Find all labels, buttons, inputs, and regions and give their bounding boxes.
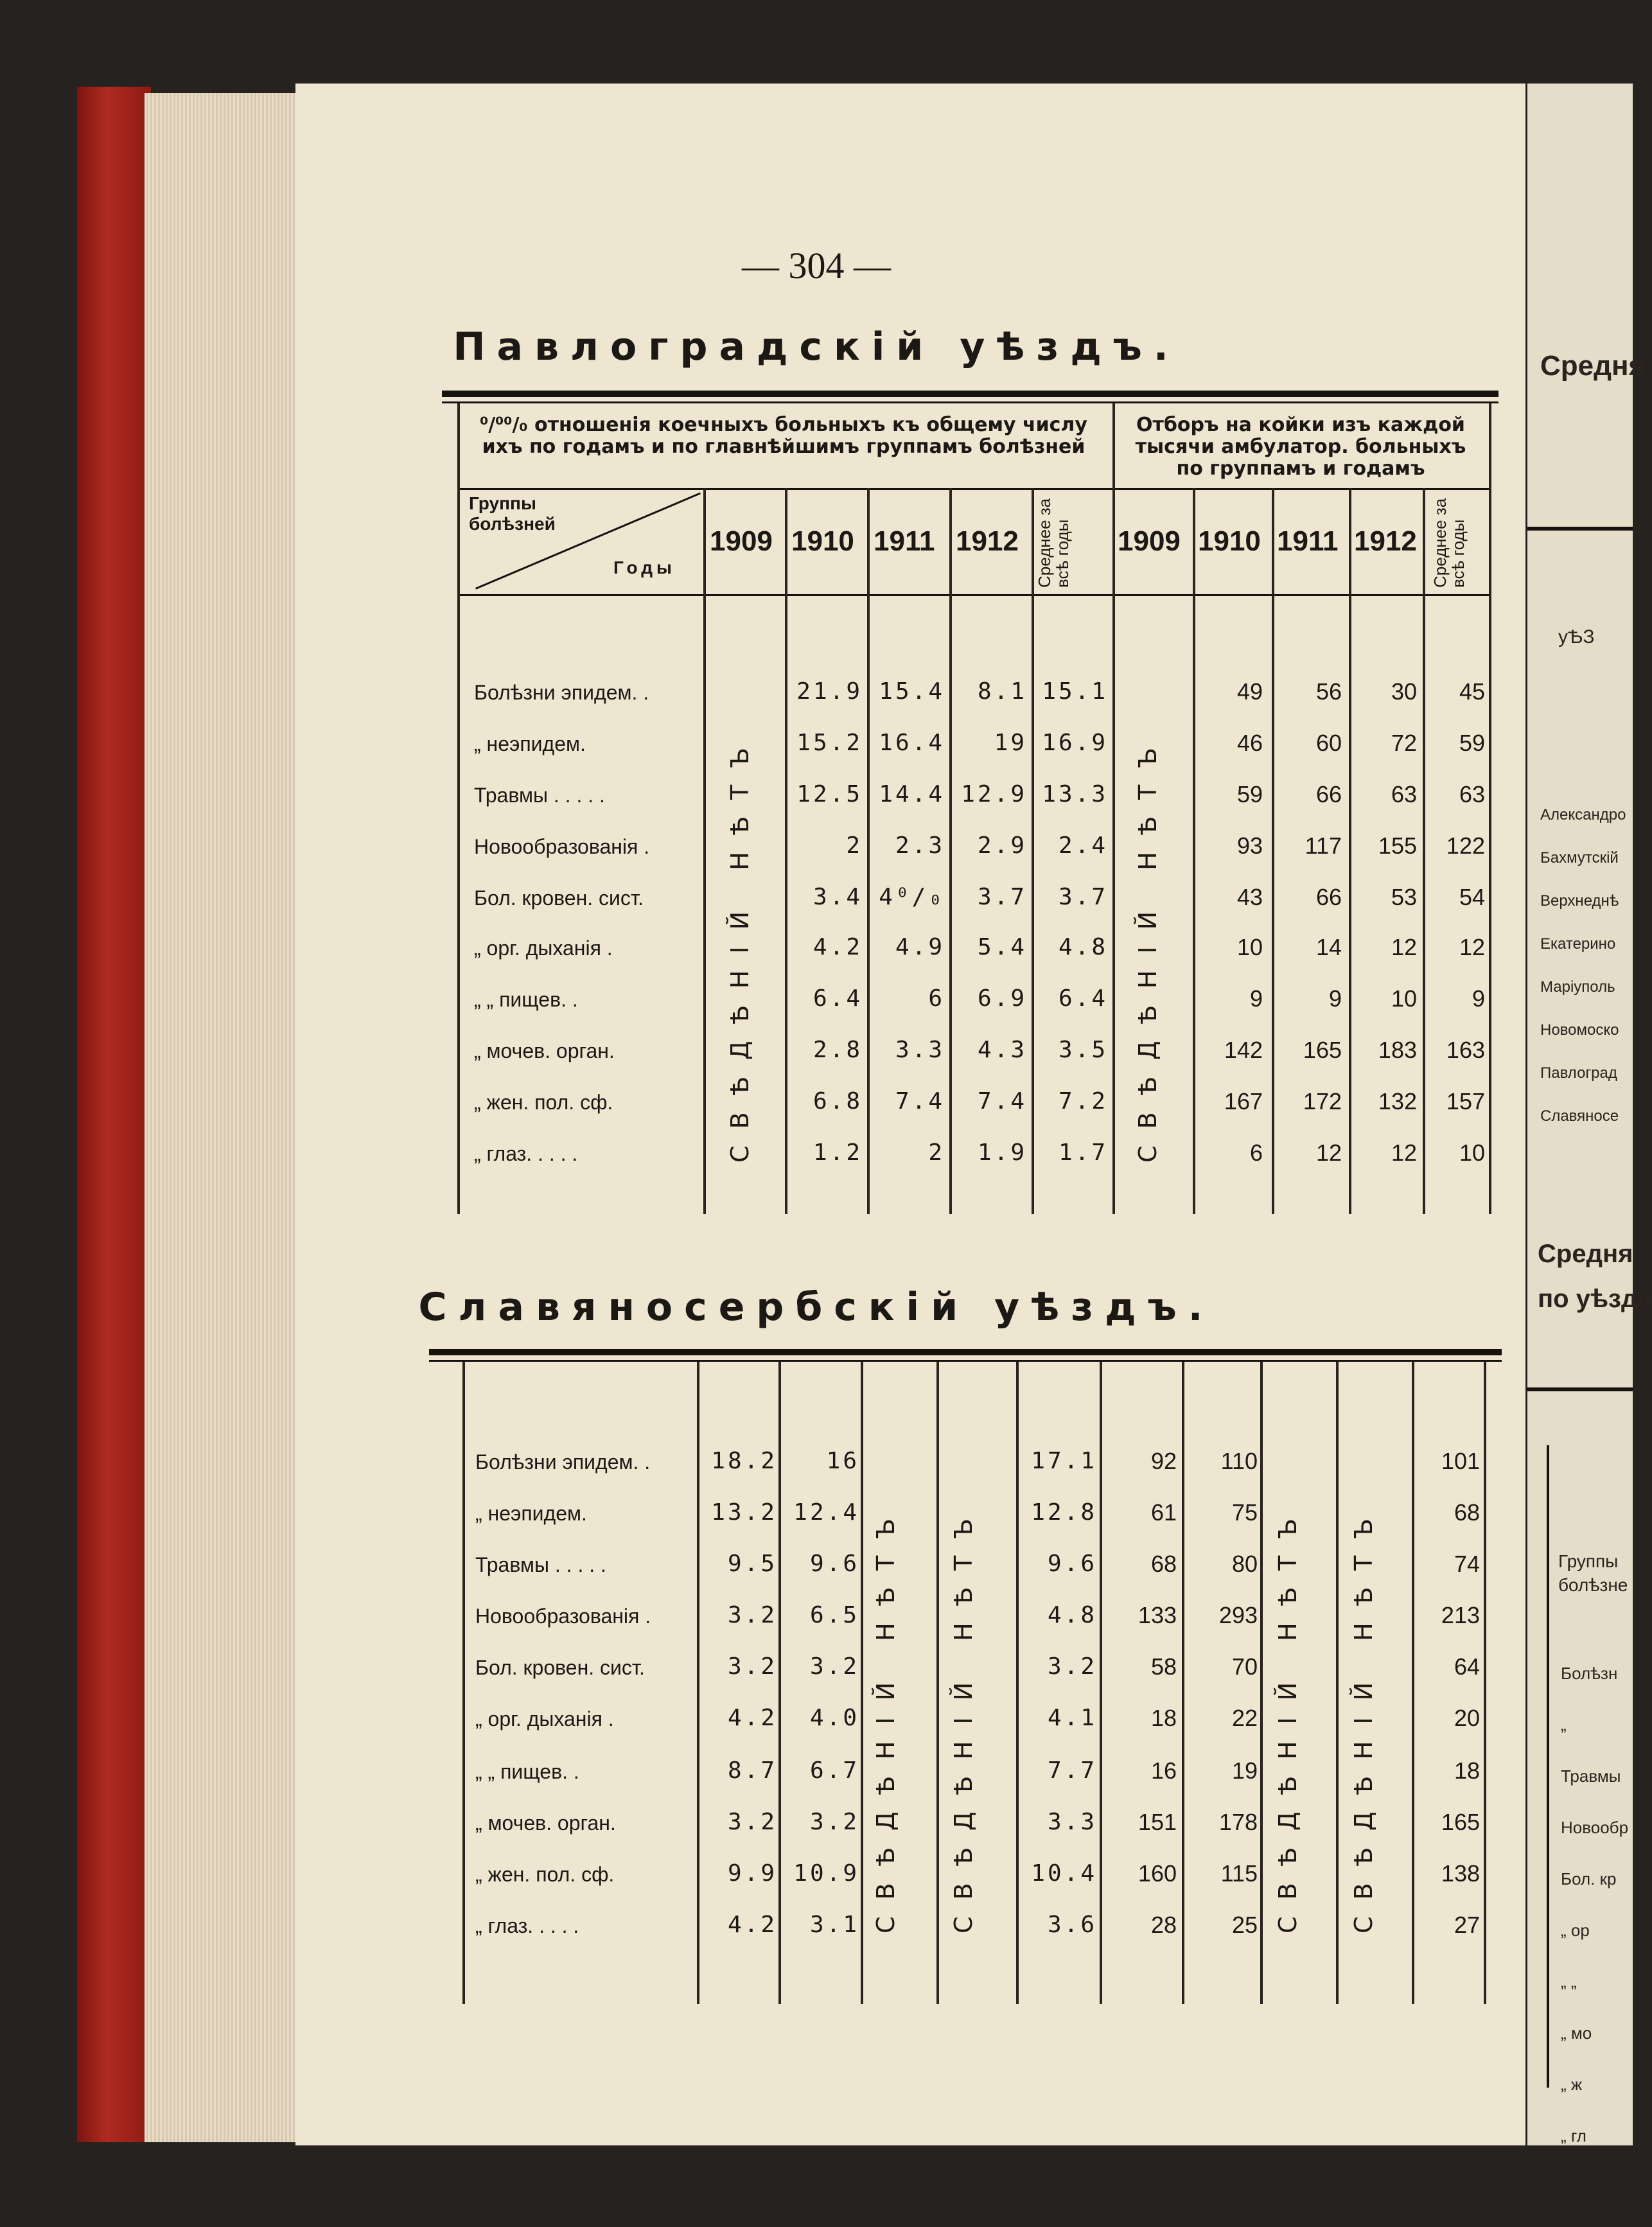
table2-cell-1909: 4.2 [727,1912,777,1938]
table2-cell-avg: 4.1 [1047,1705,1097,1731]
table1-cell-count: 49 [1236,678,1263,705]
table2-cell-count-1909: 16 [1150,1757,1177,1784]
table1-year-left: 1912 [956,525,1019,557]
table2-cell-1910: 16 [826,1448,859,1474]
table2-cell-avg: 10.4 [1031,1860,1097,1887]
table2-col-line [861,1362,863,2004]
table2-cell-count-1909: 28 [1150,1912,1177,1938]
table1-year-right: 1911 [1277,525,1339,557]
table1-cell-pct: 5.4 [977,934,1027,960]
table1-cell-count: 93 [1236,832,1263,859]
table1-cell-pct: 3.3 [895,1037,945,1063]
table1-year-right: 1912 [1354,525,1417,557]
table1-cell-count: 10 [1391,985,1417,1012]
right-page-groups-1: Группы [1558,1551,1619,1571]
table1-cell-count: 53 [1391,884,1417,910]
right-page-row-label: Бол. кр [1561,1869,1617,1888]
table1-top-rule [442,391,1498,397]
table2-cell-avg: 7.7 [1047,1757,1097,1784]
table2-cell-count-1909: 68 [1150,1551,1177,1577]
table2-cell-1910: 9.6 [809,1551,859,1577]
table1-row-label: „ орг. дыханія . [474,937,613,960]
table1-cell-pct: 2.3 [895,832,945,859]
table1-cell-count: 157 [1446,1088,1485,1114]
table1-cell-count: 117 [1305,832,1342,859]
right-page-district: Новомоско [1540,1021,1619,1039]
table2-cell-count-1910: 22 [1231,1705,1258,1731]
table1-cell-count: 12 [1459,934,1485,960]
table2-no-data-4: СВѢДѢНІЙ НѢТЪ [1349,1502,1378,1933]
page-number: — 304 — [742,245,891,286]
table1-row-label: „ глаз. . . . . [474,1142,578,1165]
table2-cell-1909: 4.2 [727,1705,777,1731]
table1-cell-count: 12 [1391,934,1417,960]
table1-cell-pct: 6 [928,985,945,1012]
table2-cell-1910: 3.2 [809,1653,859,1680]
table2-cell-count-1909: 133 [1138,1602,1177,1628]
table1-cell-count: 132 [1378,1088,1417,1114]
table1-row-label: Новообразованія . [474,835,650,858]
table1-cell-pct: 4.9 [895,934,945,960]
table1-cell-pct: 2.8 [813,1037,863,1063]
table2-cell-count-1910: 110 [1220,1448,1258,1474]
right-page-row-label: „ мо [1561,2023,1592,2043]
table1-cell-count: 9 [1328,985,1342,1012]
table1-col-line [1112,403,1115,1214]
right-page-row-label: „ ор [1561,1921,1590,1940]
right-page-subtitle-1: Средня [1538,1240,1633,1268]
table2-cell-count-1910: 75 [1231,1499,1258,1526]
table1-cell-count: 165 [1303,1037,1342,1063]
right-page-row-label: „ гл [1561,2126,1586,2145]
table2-cell-1909: 3.2 [727,1653,777,1680]
table1-cell-pct: 2 [928,1140,945,1166]
table2-cell-count-1909: 92 [1150,1448,1177,1474]
table1-cell-pct: 7.4 [895,1088,945,1114]
table2-row-label: Бол. кровен. сист. [475,1656,645,1679]
table1-cell-pct: 4.8 [1058,934,1108,960]
table1-cell-count: 9 [1472,985,1485,1012]
right-page-groups-2: болѣзне [1558,1575,1628,1595]
table2-cell-1910: 6.7 [809,1757,859,1784]
table1-header-left: ⁰/⁰⁰/₀ отношенія коечныхъ больныхъ къ общему числу ихъ по годамъ и по главнѣйшимъ группамъ болѣзней [480,414,1087,458]
table1-cell-pct: 1.9 [977,1140,1027,1166]
table2-col-line [1260,1362,1263,2004]
table2-cell-1909: 18.2 [711,1448,777,1474]
right-page-row-label: Травмы [1561,1766,1621,1786]
table1-cell-count: 66 [1315,781,1342,807]
table1-cell-count: 12 [1315,1140,1342,1166]
table1-top-rule-thin [442,401,1498,403]
right-page-rule [1527,527,1633,531]
table2-cell-avg: 3.3 [1047,1809,1097,1835]
table1-year-left: 1910 [791,525,854,557]
table1-cell-count: 14 [1315,934,1342,960]
right-page-rule-2 [1527,1387,1633,1391]
table1-cell-count: 45 [1459,678,1485,705]
table2-cell-1909: 3.2 [727,1602,777,1628]
table2-row-label: „ мочев. орган. [475,1811,616,1835]
right-page-district: Павлоград [1540,1064,1617,1082]
right-page-district: Екатерино [1540,935,1616,953]
table2-col-line [1336,1362,1339,2004]
table1-cell-count: 155 [1378,832,1417,859]
table2-no-data-1: СВѢДѢНІЙ НѢТЪ [872,1502,900,1933]
table1-avg-header-right: Среднее за всѣ годы [1430,498,1468,588]
table1-cell-pct: 16.9 [1042,730,1108,756]
table1-avg-header-left: Среднее за всѣ годы [1035,498,1072,588]
right-page-title: Средня [1540,350,1646,382]
table1-header-right: Отборъ на койки изъ каждой тысячи амбулатор. больныхъ по группамъ и годамъ [1135,414,1466,480]
table1-col-line [457,403,460,1214]
table1-cell-pct: 14.4 [879,781,945,807]
table1-cell-pct: 2.9 [977,832,1027,859]
table1-corner-top: Группы болѣзней [469,493,556,534]
table2-cell-count-1909: 151 [1138,1809,1177,1835]
table1-cell-pct: 21.9 [796,678,863,705]
table1-no-data-left: СВѢДѢНІЙ НѢТЪ [726,731,754,1163]
table1-cell-pct: 2 [846,832,863,859]
table2-row-label: Травмы . . . . . [475,1553,606,1576]
table1-col-line [1489,403,1491,1214]
table1-cell-count: 66 [1315,884,1342,910]
page-edges [145,93,299,2142]
table1-cell-count: 63 [1459,781,1485,807]
table2-cell-1910: 3.1 [809,1912,859,1938]
right-page-row-label: Новообр [1561,1818,1629,1837]
table2-cell-avg: 12.8 [1031,1499,1097,1526]
table1-cell-count: 10 [1459,1140,1485,1166]
table2-cell-count-avg: 74 [1454,1551,1480,1577]
table1-cell-pct: 12.5 [796,781,863,807]
right-page-row-label: Болѣзн [1561,1664,1618,1683]
adjacent-page [1527,84,1652,2145]
table2-cell-count-avg: 64 [1454,1653,1480,1680]
table1-cell-pct: 19 [994,730,1027,756]
table2-cell-count-avg: 68 [1454,1499,1480,1526]
table1-cell-count: 183 [1378,1037,1417,1063]
table2-cell-avg: 3.2 [1047,1653,1097,1680]
table2-cell-count-1910: 70 [1231,1653,1258,1680]
table2-row-label: „ глаз. . . . . [475,1914,579,1937]
right-page-district: Славяносе [1540,1107,1619,1125]
right-page-row-label: „ ж [1561,2075,1583,2094]
table1-cell-pct: 4.3 [977,1037,1027,1063]
right-page-district: Верхнеднѣ [1540,892,1619,910]
table1-cell-pct: 15.1 [1042,678,1108,705]
table1-col-line [703,488,706,1214]
table2-cell-count-1909: 58 [1150,1653,1177,1680]
table1-no-data-right: СВѢДѢНІЙ НѢТЪ [1134,731,1162,1163]
table1-cell-pct: 16.4 [879,730,945,756]
table2-row-label: „ жен. пол. сф. [475,1863,615,1886]
table2-cell-1909: 13.2 [711,1499,777,1526]
right-page-district: Маріуполь [1540,978,1615,996]
right-page-row-label: „ [1561,1715,1567,1734]
table1-year-rule [457,594,1489,596]
table1-cell-count: 30 [1391,678,1417,705]
table1-cell-count: 54 [1459,884,1485,910]
table2-cell-1909: 3.2 [727,1809,777,1835]
table2-cell-count-avg: 27 [1454,1912,1480,1938]
table1-cell-count: 122 [1446,832,1485,859]
table1-row-label: „ жен. пол. сф. [474,1091,613,1114]
right-page-uezd: уѢЗ [1558,626,1595,647]
table1-cell-count: 9 [1249,985,1263,1012]
table2-col-line [462,1362,465,2004]
table1-cell-pct: 15.4 [879,678,945,705]
table1-cell-pct: 6.8 [813,1088,863,1114]
table2-cell-count-1909: 18 [1150,1705,1177,1731]
table1-row-label: Травмы . . . . . [474,784,605,807]
table2-cell-count-avg: 18 [1454,1757,1480,1784]
table1-cell-count: 63 [1391,781,1417,807]
table2-row-label: Новообразованія . [475,1605,651,1628]
table1-cell-count: 163 [1446,1037,1485,1063]
table2-cell-1909: 9.5 [727,1551,777,1577]
table1-cell-pct: 8.1 [977,678,1027,705]
table2-cell-1910: 4.0 [809,1705,859,1731]
table1-row-label: Болѣзни эпидем. . [474,681,649,704]
table1-cell-count: 142 [1224,1037,1263,1063]
table2-cell-count-avg: 20 [1454,1705,1480,1731]
table1-header-rule [457,488,1489,490]
table2-cell-count-1909: 160 [1138,1860,1177,1887]
right-page-subtitle-2: по уѣзда [1538,1285,1652,1313]
table1-cell-count: 6 [1249,1140,1263,1166]
table2-cell-1909: 9.9 [727,1860,777,1887]
table1-cell-pct: 3.4 [813,884,863,910]
table1-row-label: „ мочев. орган. [474,1039,615,1062]
table2-cell-count-1910: 25 [1231,1912,1258,1938]
table1-cell-count: 167 [1224,1088,1263,1114]
table2-cell-1910: 6.5 [809,1602,859,1628]
table1-year-left: 1909 [710,525,773,557]
table1-row-label: „ „ пищев. . [474,988,578,1011]
table1-cell-pct: 6.9 [977,985,1027,1012]
table2-cell-1909: 8.7 [727,1757,777,1784]
table2-row-label: „ орг. дыханія . [475,1707,614,1730]
table2-title: Славяносербскій уѣздъ. [418,1285,1215,1330]
table1-cell-count: 72 [1391,730,1417,756]
table2-cell-count-avg: 101 [1441,1448,1480,1474]
table1-corner-bottom: Годы [613,558,676,577]
table2-row-label: „ „ пищев. . [475,1760,579,1783]
right-page-district: Бахмутскій [1540,849,1619,867]
table1-cell-pct: 12.9 [961,781,1027,807]
table2-cell-avg: 9.6 [1047,1551,1097,1577]
table1-cell-pct: 4⁰/₀ [879,884,945,910]
table2-row-label: Болѣзни эпидем. . [475,1450,651,1474]
table1-cell-pct: 15.2 [796,730,863,756]
table1-cell-pct: 3.7 [1058,884,1108,910]
table1-cell-pct: 7.2 [1058,1088,1108,1114]
table2-cell-count-1910: 80 [1231,1551,1258,1577]
table1-cell-count: 10 [1236,934,1263,960]
table2-cell-1910: 10.9 [793,1860,859,1887]
table1-cell-count: 43 [1236,884,1263,910]
table2-row-label: „ неэпидем. [475,1502,587,1525]
table2-cell-count-avg: 165 [1441,1809,1480,1835]
table1-cell-pct: 4.2 [813,934,863,960]
table2-no-data-3: СВѢДѢНІЙ НѢТЪ [1274,1502,1302,1933]
table2-cell-1910: 12.4 [793,1499,859,1526]
table1-year-left: 1911 [874,525,935,557]
table2-cell-count-avg: 138 [1441,1860,1480,1887]
table1-cell-pct: 2.4 [1058,832,1108,859]
table2-cell-count-avg: 213 [1441,1602,1480,1628]
table2-cell-count-1909: 61 [1150,1499,1177,1526]
table2-top-rule-thin [429,1360,1502,1362]
table1-cell-pct: 3.7 [977,884,1027,910]
table1-cell-pct: 6.4 [1058,985,1108,1012]
table1-row-label: „ неэпидем. [474,732,586,755]
right-page-row-label: „ „ [1561,1972,1577,1991]
table2-col-line [936,1362,939,2004]
table2-cell-1910: 3.2 [809,1809,859,1835]
table1-cell-pct: 13.3 [1042,781,1108,807]
table1-cell-count: 59 [1236,781,1263,807]
table1-cell-pct: 7.4 [977,1088,1027,1114]
table1-cell-pct: 6.4 [813,985,863,1012]
table2-cell-count-1910: 19 [1231,1757,1258,1784]
table2-cell-avg: 4.8 [1047,1602,1097,1628]
table1-cell-pct: 3.5 [1058,1037,1108,1063]
table1-cell-pct: 1.7 [1058,1140,1108,1166]
table1-cell-count: 56 [1315,678,1342,705]
table2-cell-count-1910: 178 [1218,1809,1258,1835]
table1-title: Павлоградскій уѣздъ. [453,324,1180,369]
table2-cell-count-1910: 293 [1218,1602,1258,1628]
table2-cell-avg: 17.1 [1031,1448,1097,1474]
table1-row-label: Бол. кровен. сист. [474,886,644,910]
table1-cell-count: 59 [1459,730,1485,756]
table2-top-rule [429,1349,1502,1355]
right-page-vline [1547,1445,1549,2088]
table2-cell-count-1910: 115 [1220,1860,1258,1887]
table1-cell-count: 46 [1236,730,1263,756]
table1-cell-count: 12 [1391,1140,1417,1166]
table1-year-right: 1910 [1198,525,1261,557]
table1-cell-count: 60 [1315,730,1342,756]
table1-cell-count: 172 [1303,1088,1342,1114]
right-page-district: Александро [1540,806,1626,823]
table2-col-line [1484,1362,1486,2004]
table1-cell-pct: 1.2 [813,1140,863,1166]
table1-year-right: 1909 [1118,525,1181,557]
book-cover-edge [77,87,151,2142]
table2-no-data-2: СВѢДѢНІЙ НѢТЪ [949,1502,978,1933]
table2-cell-avg: 3.6 [1047,1912,1097,1938]
